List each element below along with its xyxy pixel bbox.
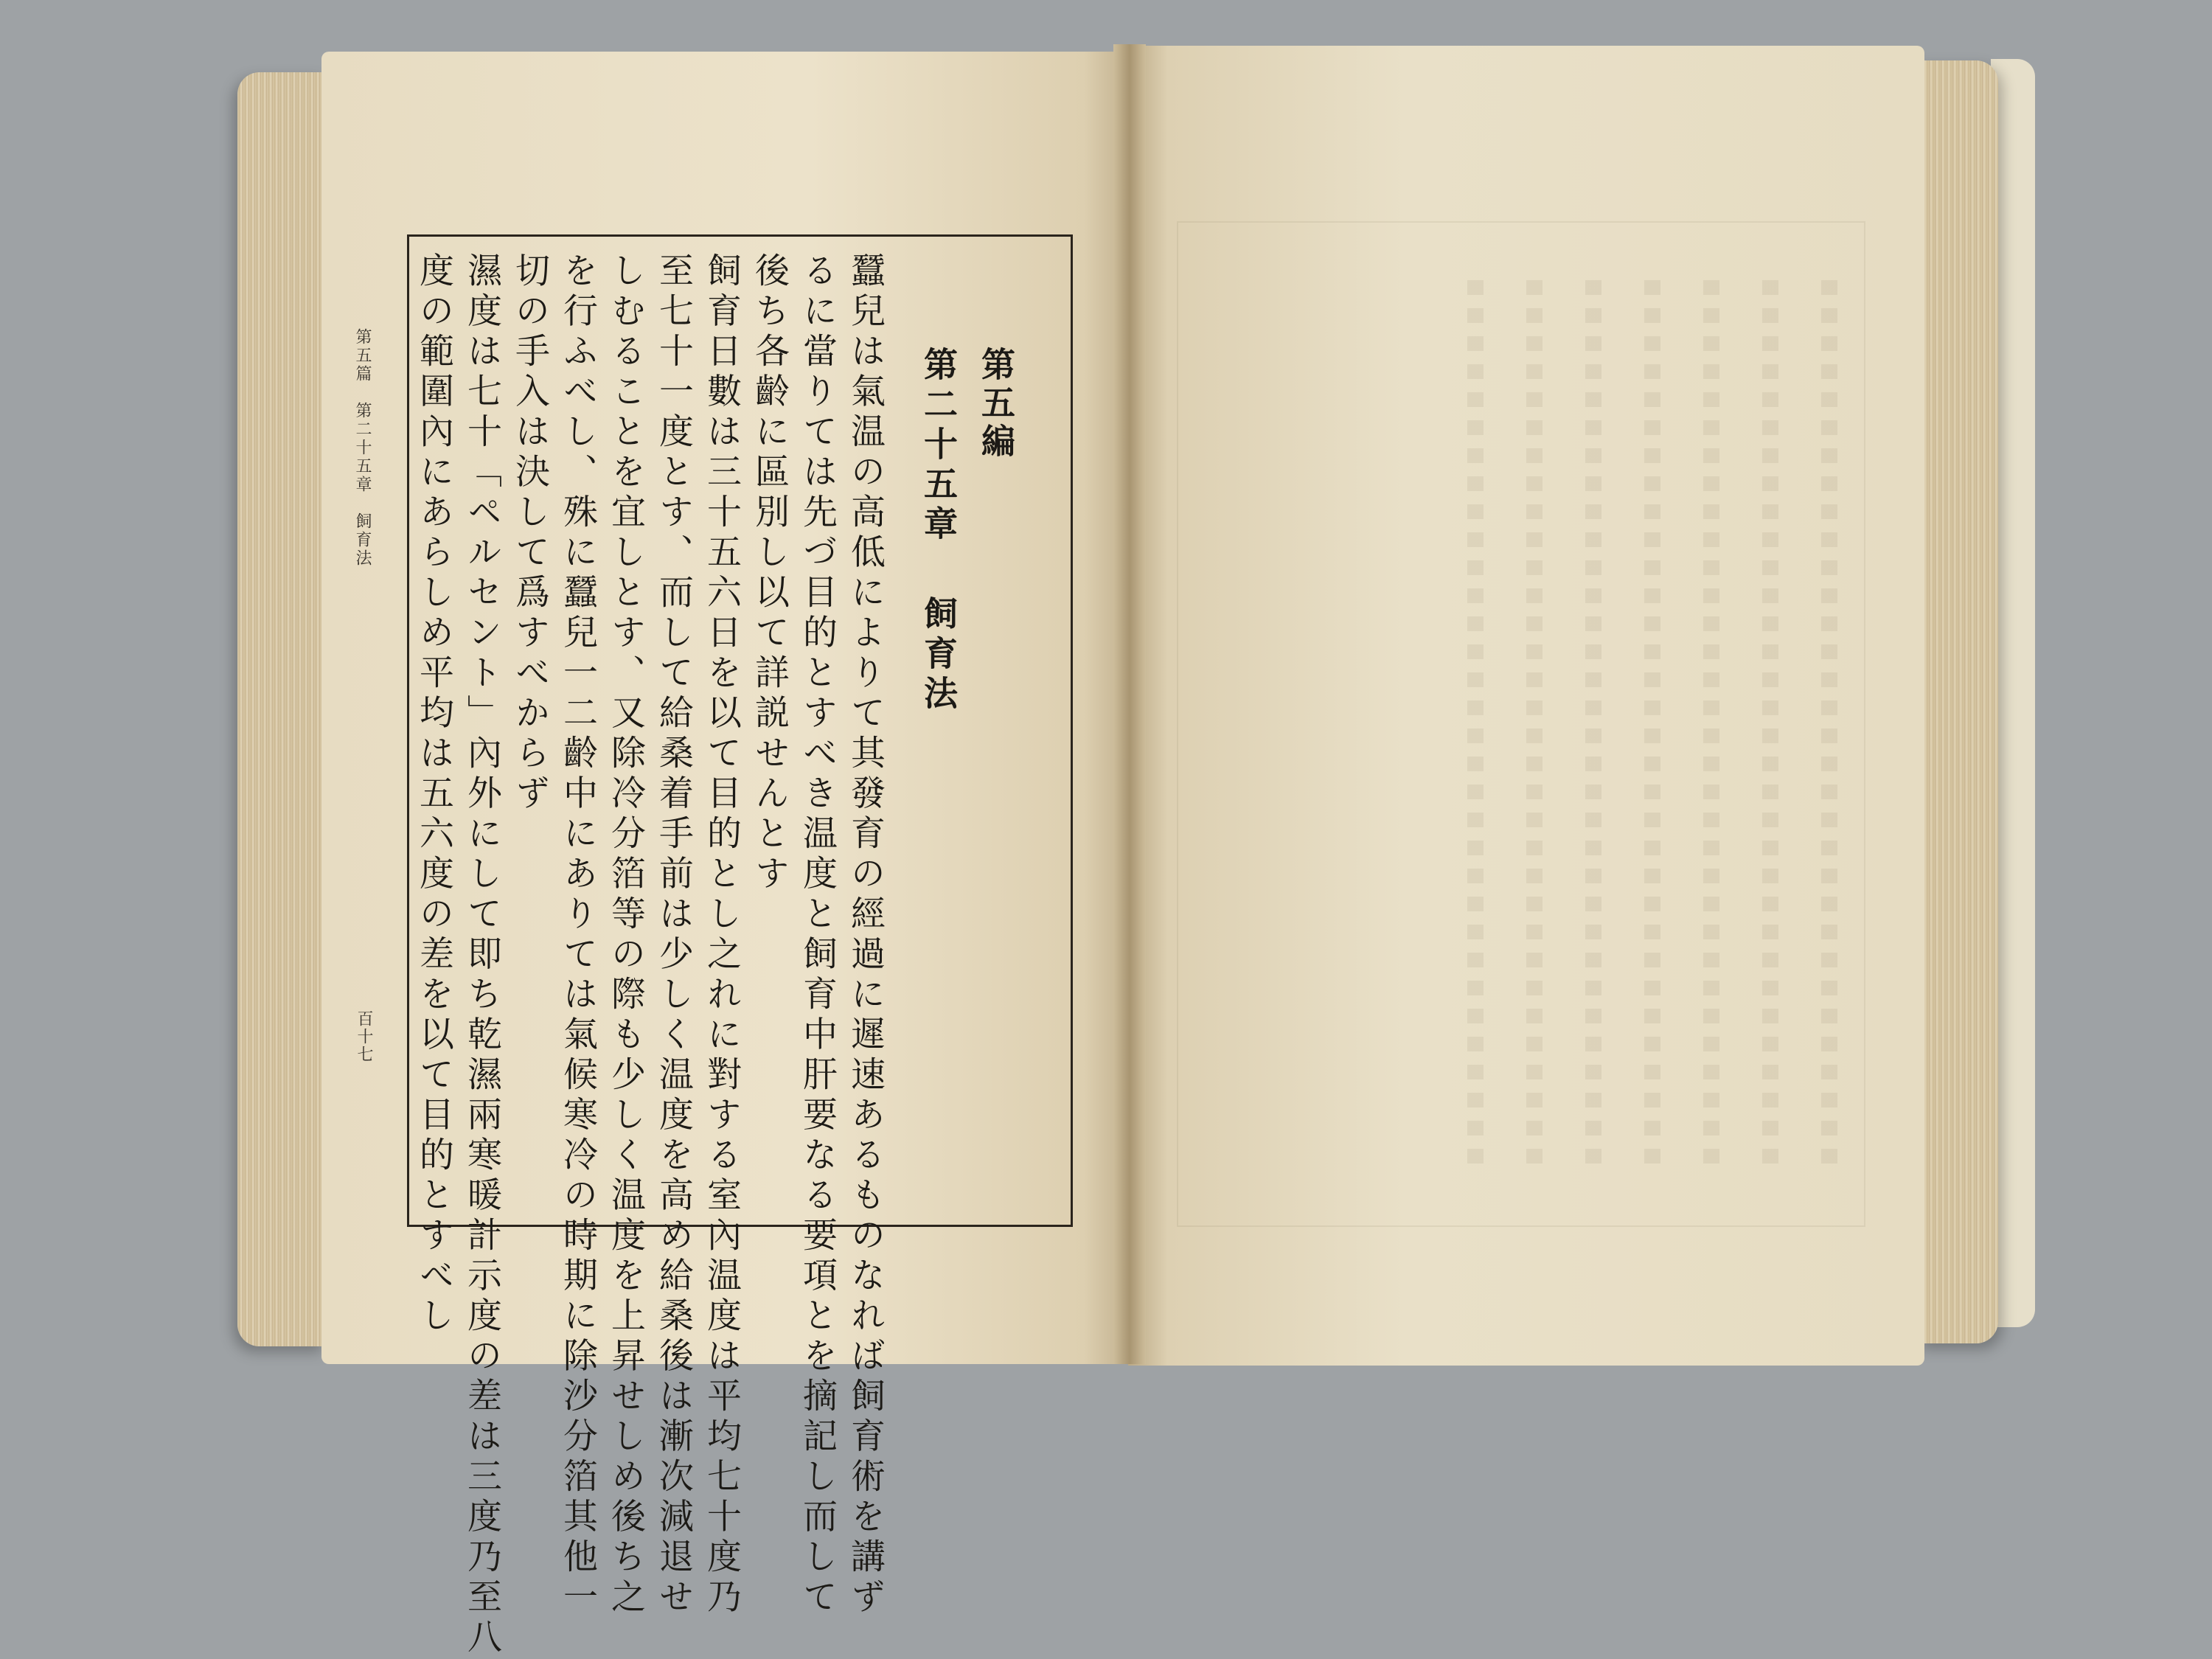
right-page-edges — [1917, 60, 1998, 1343]
body-line: 度の範圍內にあらしめ平均は五六度の差を以て目的とすべし — [414, 252, 454, 1338]
left-page-edges — [237, 72, 326, 1346]
body-line: るに當りては先づ目的とすべき温度と飼育中肝要なる要項とを摘記し而して — [797, 252, 838, 1618]
chapter-title: 飼育法 — [919, 596, 959, 715]
chapter-number: 第二十五章 — [919, 347, 959, 546]
body-line: 濕度は七十「ペルセント」內外にして即ち乾濕兩寒暖計示度の差は三度乃至八 — [462, 252, 502, 1659]
bleed-through-line — [1526, 280, 1543, 1165]
running-head: 第五篇 第二十五章 飼育法 — [353, 328, 372, 568]
body-line: 切の手入は決して爲すべからず — [509, 252, 550, 815]
bleed-through-line — [1585, 280, 1601, 1165]
body-line: を行ふべし、殊に蠶兒一二齡中にありては氣候寒冷の時期に除沙分箔其他一 — [557, 252, 598, 1618]
body-line: 後ち各齡に區別し以て詳説せんとす — [749, 252, 790, 895]
body-line: 至七十一度とす、而して給桑着手前は少しく温度を高め給桑後は漸次減退せ — [653, 252, 694, 1618]
bleed-through-line — [1703, 280, 1719, 1165]
bleed-through-line — [1644, 280, 1660, 1165]
bleed-through-line — [1467, 280, 1484, 1165]
bleed-through-line — [1762, 280, 1778, 1165]
part-title: 第五編 — [976, 347, 1016, 462]
chapter-heading — [919, 347, 959, 715]
body-line: 飼育日數は三十五六日を以て目的とし之れに對する室內温度は平均七十度乃 — [701, 252, 742, 1618]
page-number: 百十七 — [355, 1010, 373, 1063]
bleed-through-line — [1821, 280, 1837, 1165]
body-line: 蠶兒は氣温の高低によりて其發育の經過に遲速あるものなれば飼育術を講ず — [845, 252, 886, 1618]
book-gutter — [1113, 44, 1146, 1364]
body-line: しむることを宜しとす、又除冷分箔等の際も少しく温度を上昇せしめ後ち之 — [605, 252, 646, 1618]
